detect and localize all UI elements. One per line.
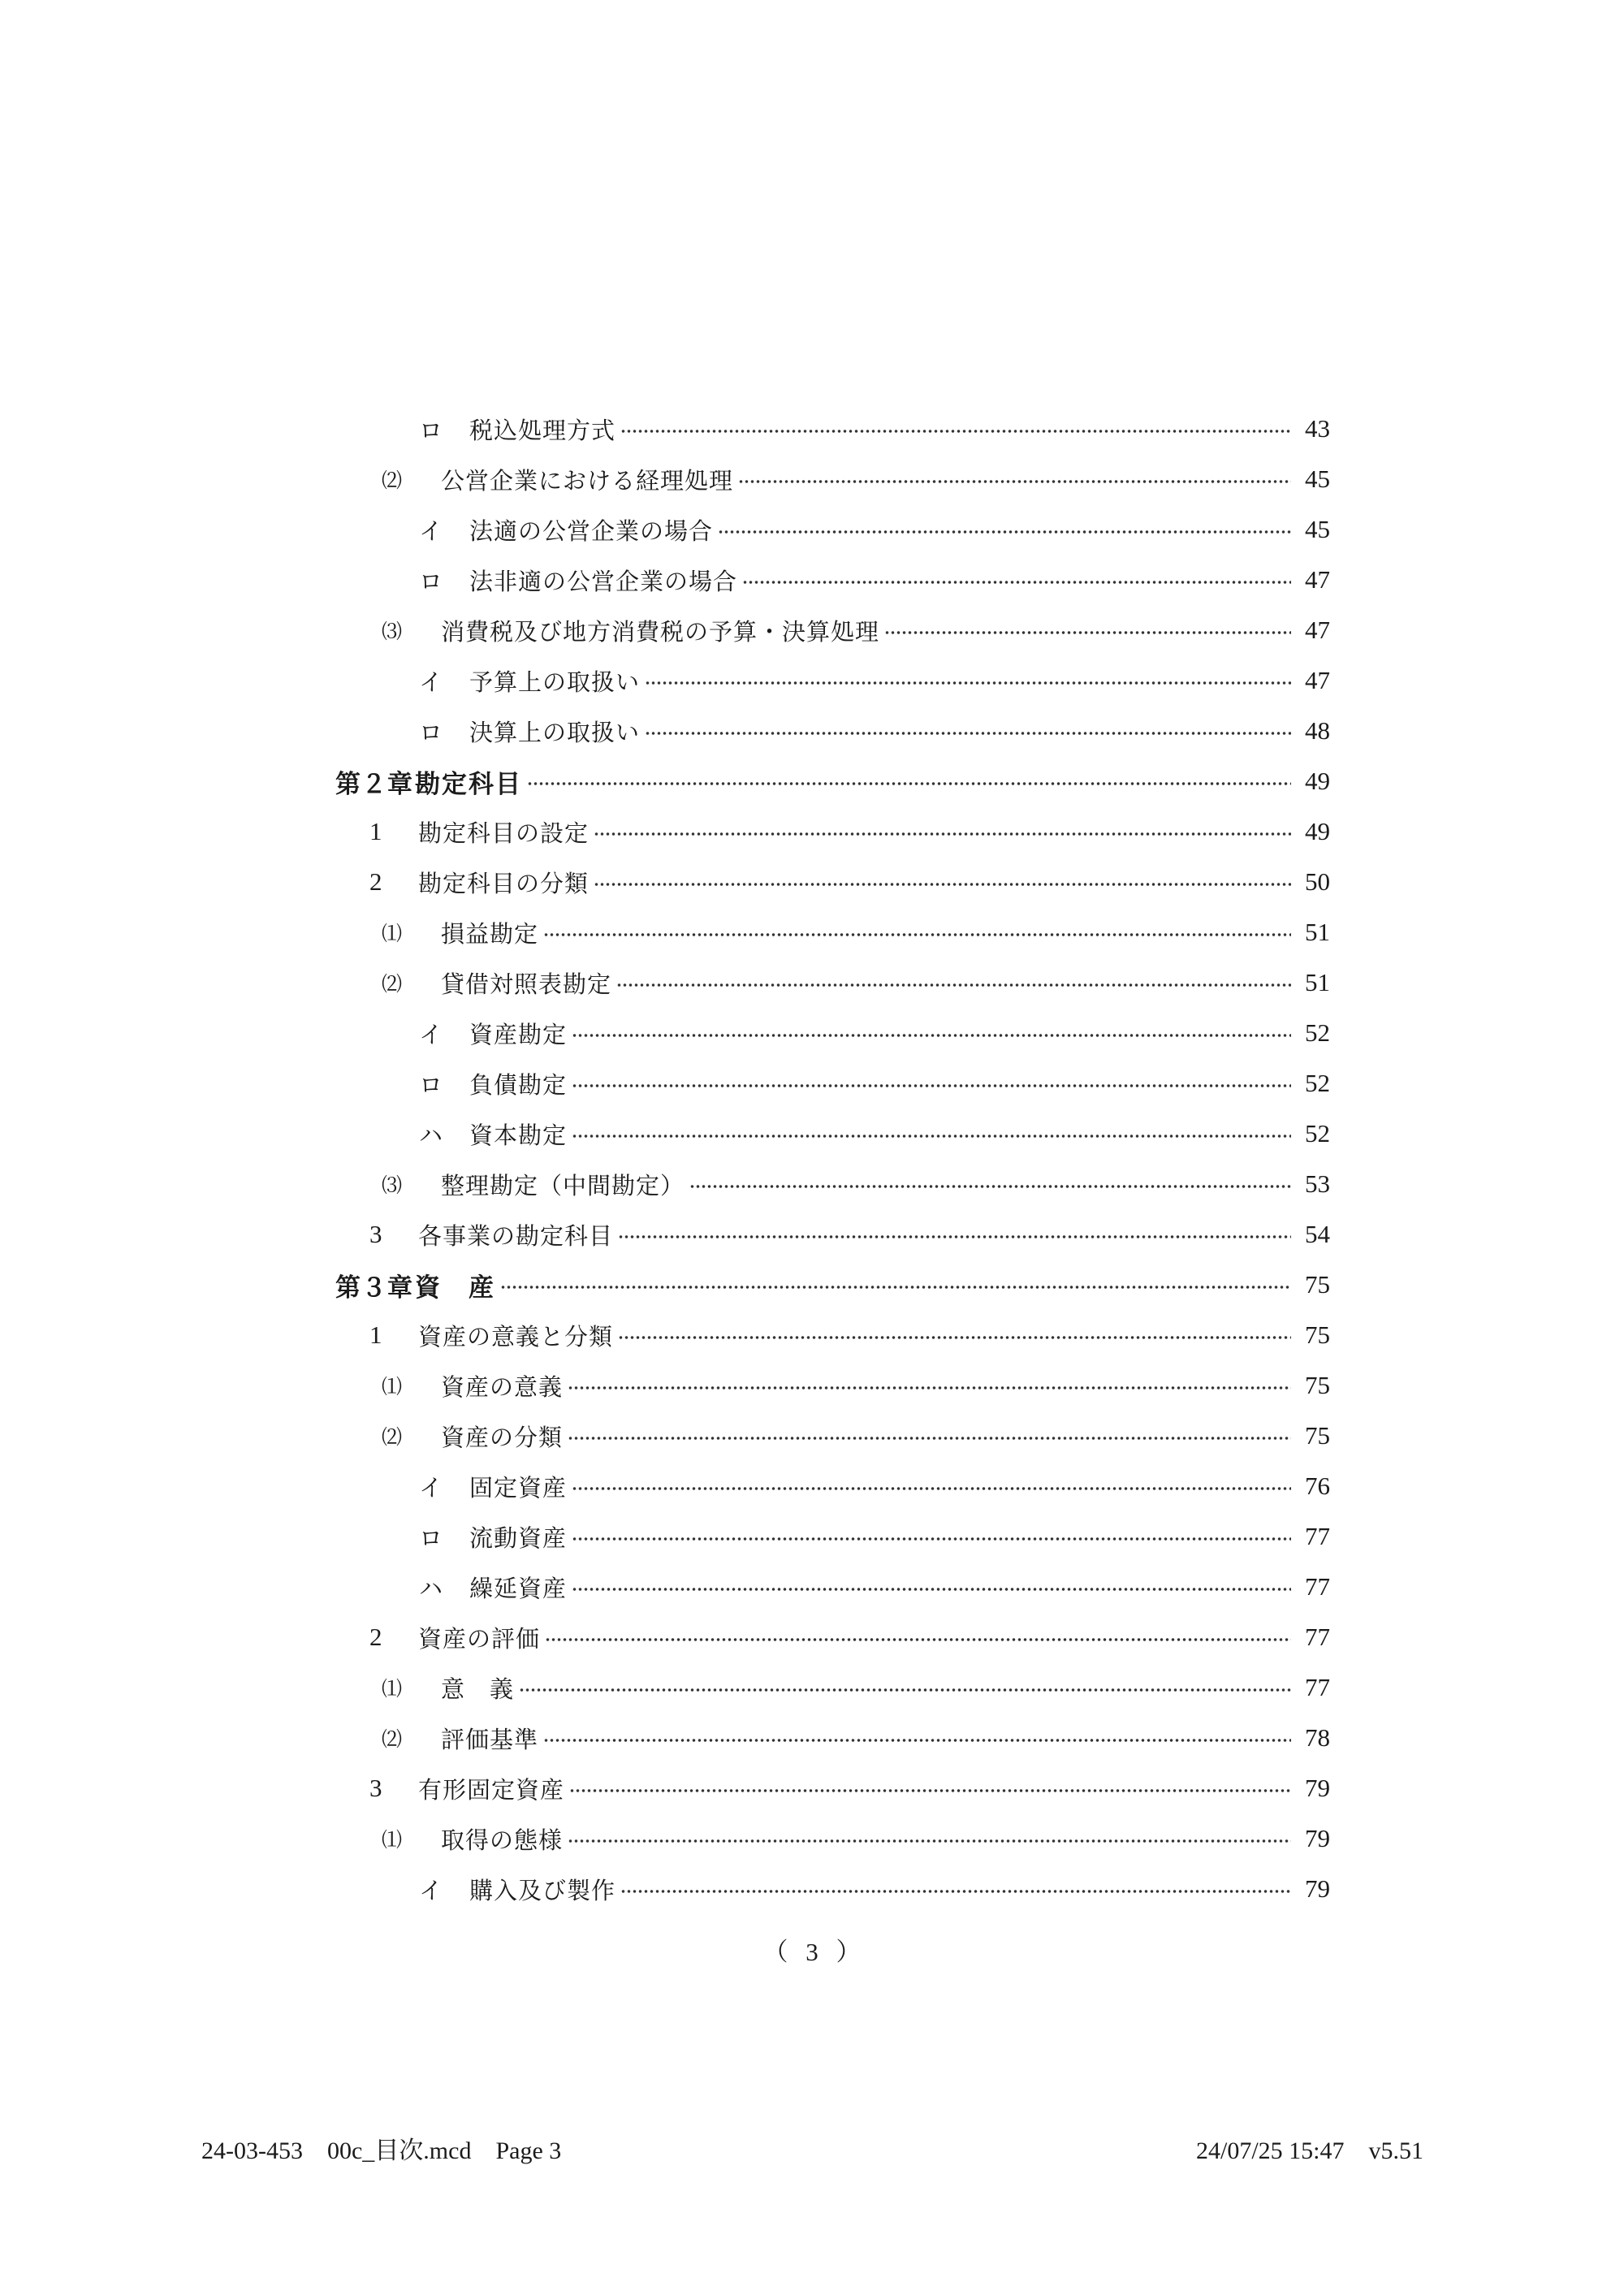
toc-entry (419, 504, 1330, 555)
toc-entry (419, 1461, 1330, 1511)
toc-row (0, 1612, 1624, 1662)
toc-entry-label: 法適の公営企業の場合 (469, 516, 714, 545)
toc-entry-label: 資産の意義と分類 (418, 1322, 614, 1351)
toc-chapter-row (0, 756, 1624, 806)
toc-entry-page: 45 (1305, 465, 1330, 493)
toc-entry-page: 78 (1305, 1723, 1330, 1752)
toc-row (0, 1109, 1624, 1159)
dot-leader (572, 1537, 1291, 1541)
toc-entry-label: 取得の態様 (441, 1826, 564, 1854)
toc-entry (382, 454, 1330, 504)
dot-leader (568, 1839, 1291, 1843)
toc-entry-label: 資本勘定 (469, 1121, 568, 1149)
dot-leader (884, 631, 1291, 634)
dot-leader (543, 1739, 1291, 1742)
toc-entry-marker: ⑶ (382, 1173, 404, 1197)
toc-entry (369, 1209, 1330, 1260)
dot-leader (527, 782, 1291, 785)
dot-leader (689, 1185, 1291, 1188)
toc-entry (382, 1813, 1330, 1864)
toc-entry (382, 605, 1330, 655)
toc-entry-marker: ⑵ (382, 469, 404, 492)
toc-row (0, 806, 1624, 857)
dot-leader (500, 1286, 1291, 1289)
toc-entry-marker: ⑵ (382, 972, 404, 996)
toc-row (0, 1209, 1624, 1260)
toc-entry-marker: ロ (419, 567, 444, 595)
toc-entry (419, 404, 1330, 454)
toc-entry-label: 貸借対照表勘定 (441, 970, 612, 998)
toc-entry-label: 繰延資産 (469, 1574, 568, 1602)
toc-entry (335, 1260, 1330, 1310)
dot-leader (519, 1688, 1291, 1692)
toc-row (0, 605, 1624, 655)
toc-entry-marker: ⑴ (382, 1828, 404, 1852)
toc-entry-label: 勘定科目の設定 (418, 819, 590, 847)
dot-leader (543, 933, 1291, 936)
toc-entry-page: 77 (1305, 1623, 1330, 1651)
toc-entry (419, 1109, 1330, 1159)
dot-leader (620, 1890, 1291, 1893)
toc-entry-page: 48 (1305, 716, 1330, 745)
toc-entry-marker: 第２章 (335, 769, 413, 799)
toc-entry-label: 有形固定資産 (418, 1775, 565, 1804)
dot-leader (618, 1336, 1291, 1339)
toc-entry-label: 勘定科目の分類 (418, 869, 590, 897)
toc-entry-marker: ⑴ (382, 1677, 404, 1701)
toc-entry-label: 税込処理方式 (469, 416, 616, 444)
toc-entry-marker: ロ (419, 718, 444, 746)
toc-row (0, 1360, 1624, 1411)
toc-entry-page: 75 (1305, 1270, 1330, 1299)
dot-leader (568, 1437, 1291, 1440)
dot-leader (568, 1386, 1291, 1390)
toc-entry-label: 決算上の取扱い (469, 718, 641, 746)
toc-entry-marker: ⑵ (382, 1727, 404, 1751)
toc-entry-page: 45 (1305, 515, 1330, 543)
toc-entry-page: 75 (1305, 1320, 1330, 1349)
toc-row (0, 1411, 1624, 1461)
toc-row (0, 907, 1624, 957)
toc-entry-marker: ⑶ (382, 620, 404, 643)
toc-row (0, 1813, 1624, 1864)
toc-entry-page: 54 (1305, 1220, 1330, 1248)
dot-leader (645, 681, 1291, 685)
toc-entry (419, 706, 1330, 756)
toc-entry-marker: イ (419, 1020, 444, 1048)
toc-row (0, 1058, 1624, 1109)
toc-entry (382, 1662, 1330, 1713)
dot-leader (594, 832, 1291, 836)
toc-entry-marker: 1 (369, 1320, 383, 1349)
toc-entry (369, 1763, 1330, 1813)
toc-entry (335, 756, 1330, 806)
toc-row (0, 1864, 1624, 1914)
toc-entry-marker: 3 (369, 1220, 383, 1248)
toc-row (0, 1159, 1624, 1209)
toc-entry-page: 79 (1305, 1824, 1330, 1852)
toc-entry (382, 1411, 1330, 1461)
toc-entry (382, 1713, 1330, 1763)
dot-leader (616, 983, 1291, 987)
toc-row (0, 857, 1624, 907)
toc-row (0, 1310, 1624, 1360)
toc-entry-page: 47 (1305, 666, 1330, 694)
toc-entry-label: 流動資産 (469, 1524, 568, 1552)
toc-entry (369, 1310, 1330, 1360)
toc-entry-label: 購入及び製作 (469, 1876, 616, 1904)
toc-entry-page: 47 (1305, 616, 1330, 644)
toc-row (0, 706, 1624, 756)
toc-row (0, 957, 1624, 1008)
toc-row (0, 404, 1624, 454)
toc-entry-label: 公営企業における経理処理 (441, 466, 734, 495)
toc-row (0, 555, 1624, 605)
toc-entry-label: 資 産 (415, 1273, 495, 1303)
toc-entry-label: 固定資産 (469, 1473, 568, 1502)
toc-entry-label: 損益勘定 (441, 919, 539, 948)
toc-entry-marker: 第３章 (335, 1273, 413, 1303)
toc-entry-page: 49 (1305, 817, 1330, 845)
toc-entry-marker: イ (419, 668, 444, 696)
toc-entry (382, 957, 1330, 1008)
toc-entry-page: 53 (1305, 1169, 1330, 1198)
toc-entry-marker: 3 (369, 1774, 383, 1802)
toc-entry (419, 1008, 1330, 1058)
toc-entry-label: 意 義 (441, 1675, 515, 1703)
toc-entry-page: 77 (1305, 1522, 1330, 1550)
toc-entry-label: 消費税及び地方消費税の予算・決算処理 (441, 617, 880, 646)
toc-entry-marker: イ (419, 1473, 444, 1502)
toc-entry-label: 資産勘定 (469, 1020, 568, 1048)
toc-entry-marker: ロ (419, 416, 444, 444)
toc-entry-page: 47 (1305, 565, 1330, 594)
toc-row (0, 1461, 1624, 1511)
toc-entry-page: 77 (1305, 1673, 1330, 1701)
toc-entry-marker: ⑴ (382, 922, 404, 945)
dot-leader (572, 1487, 1291, 1490)
toc-entry (369, 1612, 1330, 1662)
dot-leader (545, 1638, 1291, 1641)
footer-file-info: 24-03-453 00c_目次.mcd Page 3 (201, 2137, 562, 2164)
toc-entry-page: 43 (1305, 414, 1330, 443)
toc-entry-label: 資産の評価 (418, 1624, 541, 1653)
footer-timestamp: 24/07/25 15:47 v5.51 (1195, 2137, 1423, 2164)
toc-entry-label: 整理勘定（中間勘定） (441, 1171, 685, 1199)
toc-entry-marker: 1 (369, 817, 383, 845)
toc-row (0, 1008, 1624, 1058)
toc-entry-page: 75 (1305, 1371, 1330, 1399)
toc-entry-label: 評価基準 (441, 1725, 539, 1753)
toc-entry (419, 1511, 1330, 1562)
toc-entry-page: 79 (1305, 1774, 1330, 1802)
toc-entry (369, 857, 1330, 907)
toc-entry-marker: ⑵ (382, 1425, 404, 1449)
toc-entry-label: 予算上の取扱い (469, 668, 641, 696)
toc-entry-marker: ロ (419, 1524, 444, 1552)
page-number: （ 3 ） (762, 1938, 862, 1966)
toc-entry-marker: ロ (419, 1070, 444, 1099)
toc-row (0, 1662, 1624, 1713)
dot-leader (572, 1135, 1291, 1138)
toc-entry-marker: ハ (419, 1121, 444, 1149)
dot-leader (618, 1235, 1291, 1238)
toc-entry-page: 51 (1305, 918, 1330, 946)
toc-row (0, 1562, 1624, 1612)
toc-row (0, 1713, 1624, 1763)
toc-row (0, 454, 1624, 504)
toc-entry (382, 1159, 1330, 1209)
toc-entry (419, 1864, 1330, 1914)
toc-row (0, 655, 1624, 706)
toc-entry (419, 1058, 1330, 1109)
toc-entry-page: 79 (1305, 1874, 1330, 1903)
dot-leader (718, 530, 1291, 534)
toc-entry-marker: イ (419, 1876, 444, 1904)
toc-row (0, 504, 1624, 555)
toc-entry-marker: ハ (419, 1574, 444, 1602)
toc-entry-label: 各事業の勘定科目 (418, 1221, 614, 1250)
toc-entry-page: 50 (1305, 867, 1330, 896)
toc-entry-label: 負債勘定 (469, 1070, 568, 1099)
dot-leader (738, 480, 1291, 483)
toc-entry-marker: イ (419, 516, 444, 545)
toc-entry-marker: 2 (369, 1623, 383, 1651)
dot-leader (572, 1034, 1291, 1037)
toc-entry-label: 勘定科目 (415, 769, 522, 799)
toc-entry (382, 907, 1330, 957)
toc-entry-marker: ⑴ (382, 1375, 404, 1398)
toc-entry-label: 資産の分類 (441, 1423, 564, 1451)
toc-entry (419, 555, 1330, 605)
toc-entry-marker: 2 (369, 867, 383, 896)
toc-entry-page: 52 (1305, 1119, 1330, 1148)
toc-entry-page: 77 (1305, 1572, 1330, 1601)
dot-leader (569, 1789, 1291, 1792)
toc-entry-page: 51 (1305, 968, 1330, 996)
dot-leader (572, 1588, 1291, 1591)
toc-entry (419, 1562, 1330, 1612)
toc-entry-page: 52 (1305, 1069, 1330, 1097)
toc-entry-page: 76 (1305, 1472, 1330, 1500)
dot-leader (742, 581, 1291, 584)
toc-row (0, 1763, 1624, 1813)
toc-chapter-row (0, 1260, 1624, 1310)
dot-leader (645, 732, 1291, 735)
toc-entry-page: 49 (1305, 767, 1330, 795)
toc-row (0, 1511, 1624, 1562)
toc-entry-label: 資産の意義 (441, 1372, 564, 1401)
toc-entry-page: 52 (1305, 1018, 1330, 1047)
toc-entry-page: 75 (1305, 1421, 1330, 1450)
toc-entry-label: 法非適の公営企業の場合 (469, 567, 738, 595)
toc-entry (382, 1360, 1330, 1411)
toc-entry (369, 806, 1330, 857)
toc-entry (419, 655, 1330, 706)
dot-leader (594, 883, 1291, 886)
dot-leader (620, 430, 1291, 433)
dot-leader (572, 1084, 1291, 1087)
